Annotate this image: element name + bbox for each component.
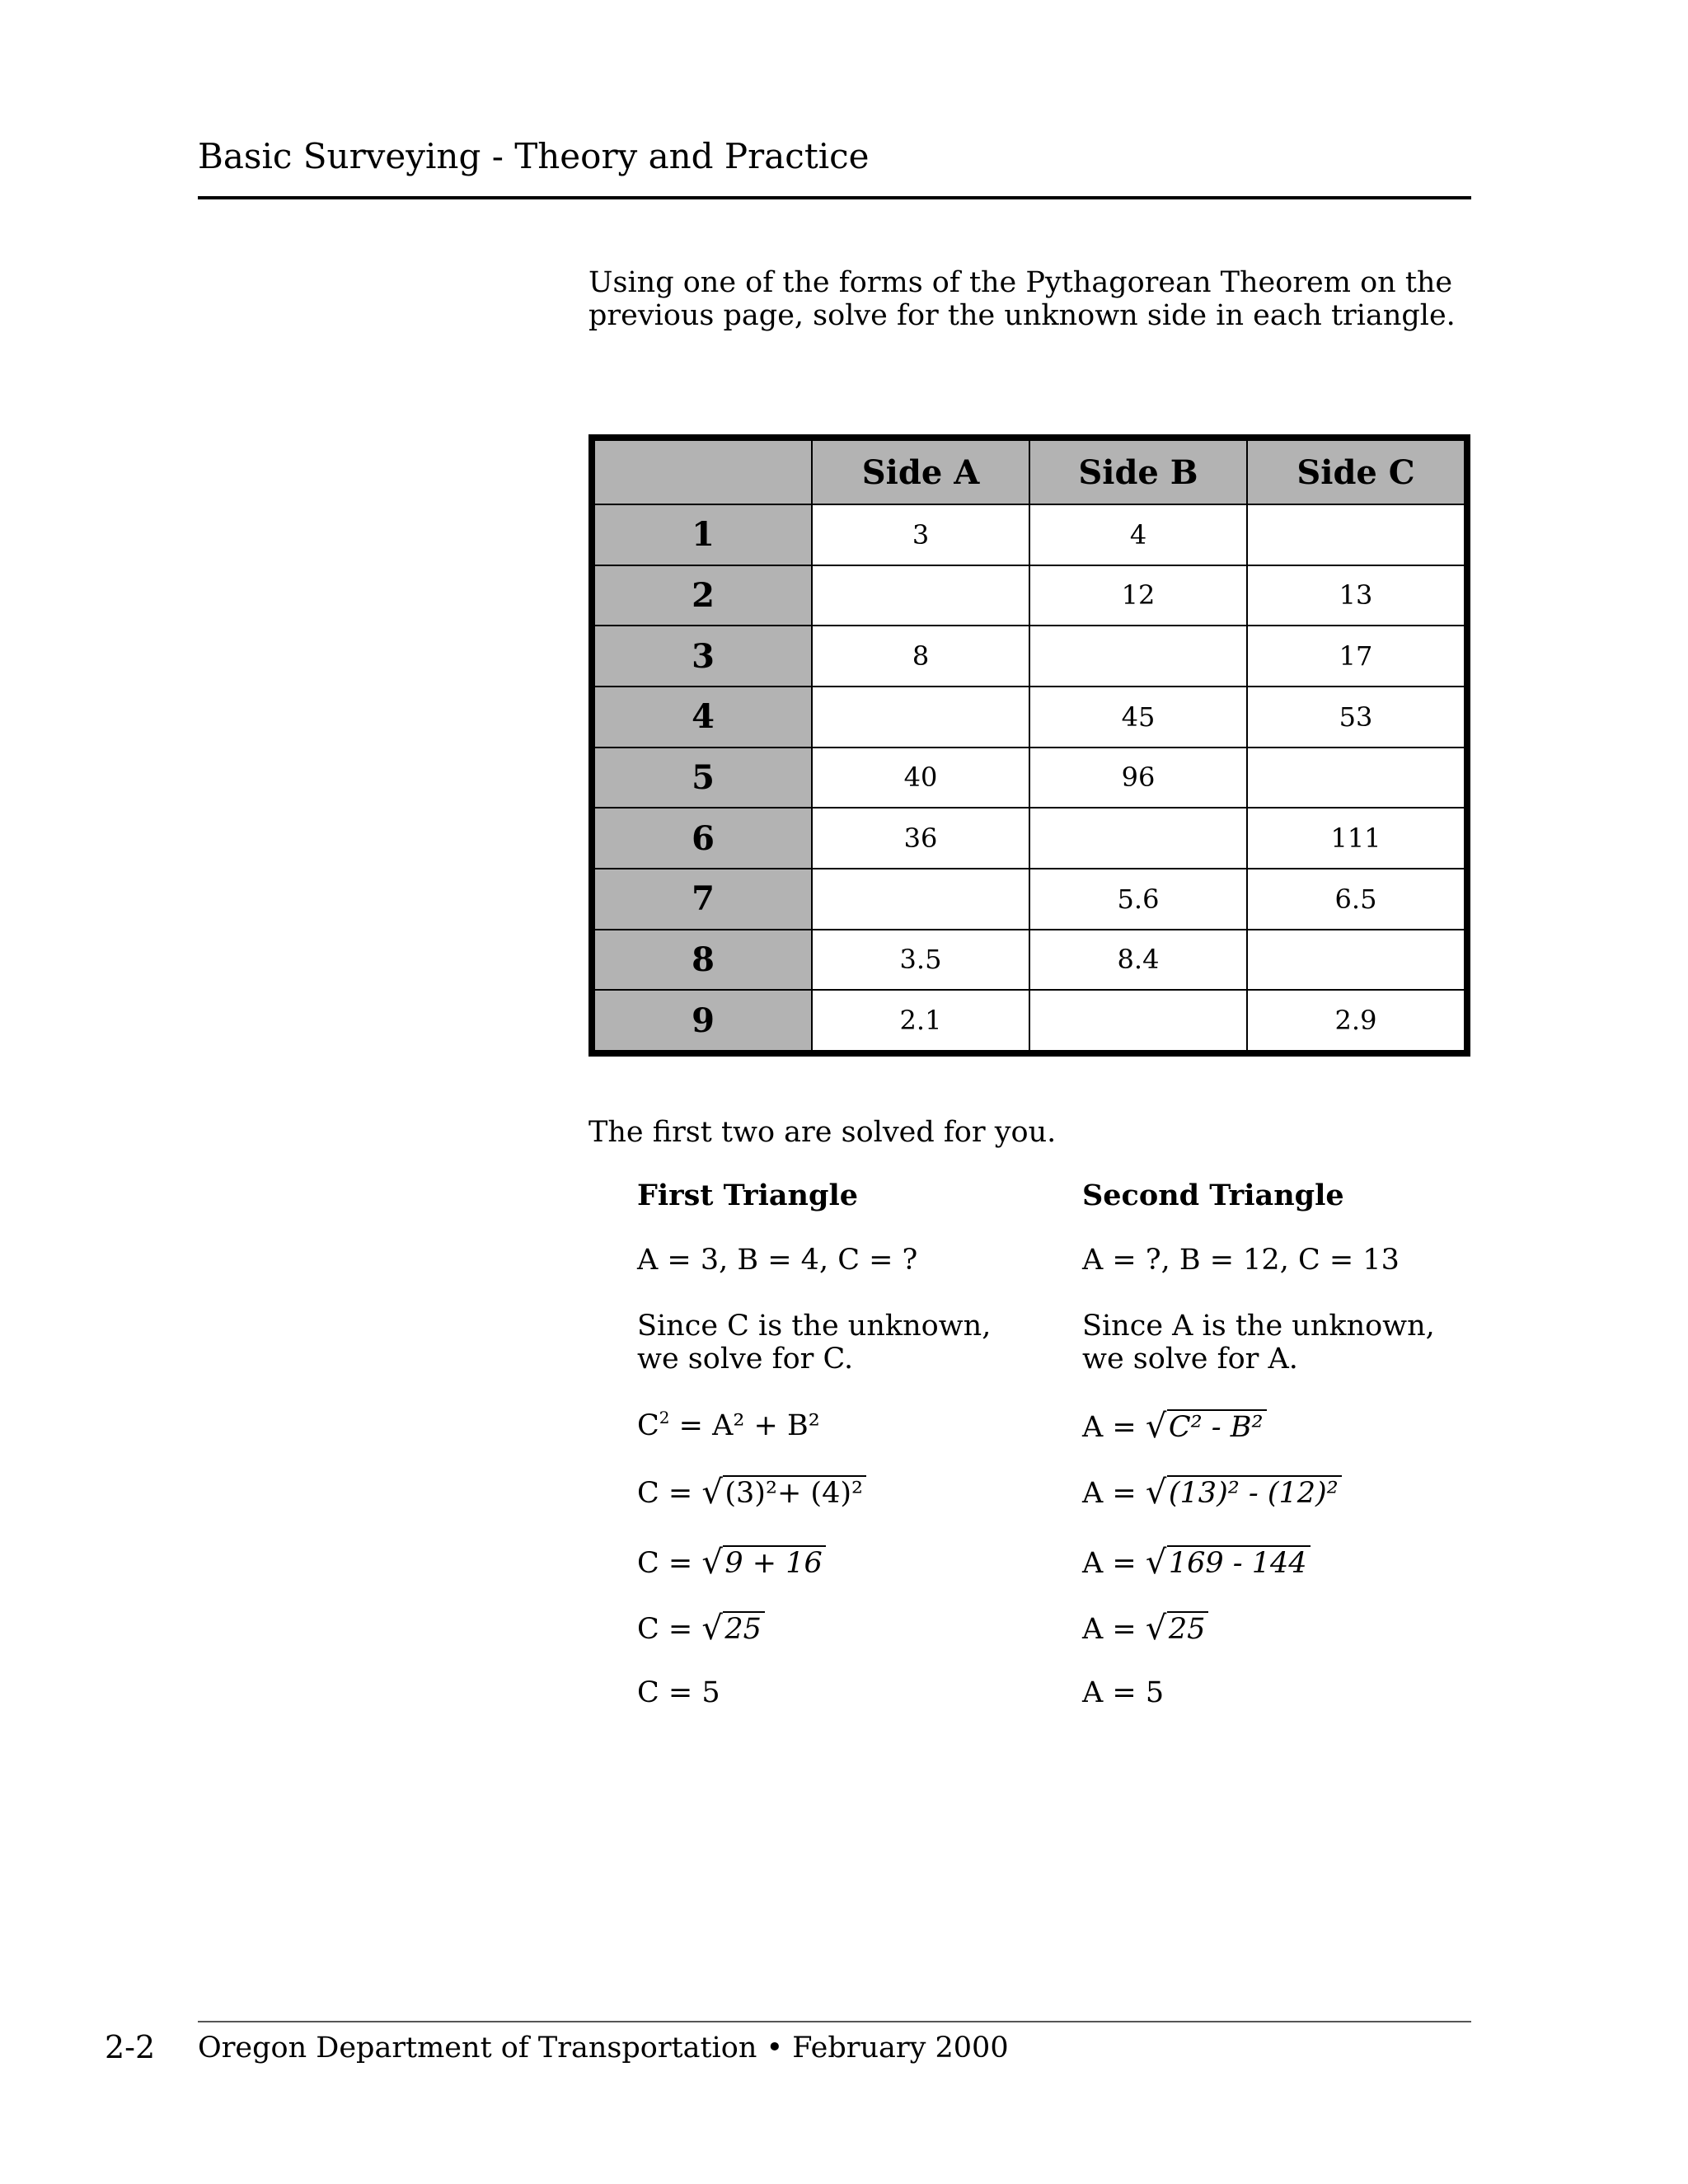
table-row bbox=[594, 504, 1465, 565]
table-row bbox=[594, 565, 1465, 626]
second-eq4-radicand: 25 bbox=[1167, 1611, 1209, 1646]
first-since bbox=[637, 1310, 991, 1376]
table-cell: 2.1 bbox=[812, 990, 1029, 1051]
row-number: 4 bbox=[594, 687, 812, 748]
second-eq2-lhs: A = bbox=[1082, 1477, 1137, 1510]
table-row bbox=[594, 869, 1465, 930]
row-number: 1 bbox=[594, 504, 812, 565]
table-cell: 40 bbox=[812, 748, 1029, 808]
radical-icon: √ bbox=[701, 1610, 723, 1647]
table-cell: 12 bbox=[1029, 565, 1247, 626]
table-cell bbox=[812, 565, 1029, 626]
second-eq3-lhs: A = bbox=[1082, 1547, 1137, 1580]
first-equation-4 bbox=[637, 1611, 765, 1646]
second-triangle-heading: Second Triangle bbox=[1082, 1179, 1344, 1212]
table-row bbox=[594, 990, 1465, 1051]
table-row bbox=[594, 808, 1465, 869]
square-root bbox=[1146, 1545, 1311, 1580]
square-root bbox=[1146, 1475, 1342, 1510]
page-number: 2-2 bbox=[105, 2029, 156, 2065]
table-cell: 2.9 bbox=[1247, 990, 1465, 1051]
table-cell: 111 bbox=[1247, 808, 1465, 869]
table-cell: 17 bbox=[1247, 626, 1465, 687]
column-header bbox=[594, 440, 812, 504]
radical-icon: √ bbox=[1145, 1610, 1167, 1647]
second-equation-2 bbox=[1082, 1475, 1342, 1510]
square-root bbox=[701, 1611, 765, 1646]
first-eq1-lhs: C bbox=[637, 1409, 659, 1442]
table-row bbox=[594, 687, 1465, 748]
first-equation-1 bbox=[637, 1409, 820, 1442]
first-eq2-lhs: C = bbox=[637, 1477, 693, 1510]
first-result: C = 5 bbox=[637, 1676, 720, 1709]
row-number: 7 bbox=[594, 869, 812, 930]
table-cell: 3.5 bbox=[812, 930, 1029, 991]
table-cell bbox=[1247, 504, 1465, 565]
second-eq1-radicand: C² - B² bbox=[1167, 1409, 1267, 1444]
second-since-line-1: Since A is the unknown, bbox=[1082, 1310, 1435, 1343]
first-triangle-heading: First Triangle bbox=[637, 1179, 859, 1212]
table-cell: 6.5 bbox=[1247, 869, 1465, 930]
table-cell: 53 bbox=[1247, 687, 1465, 748]
table-header-row bbox=[594, 440, 1465, 504]
table-cell: 36 bbox=[812, 808, 1029, 869]
triangle-table bbox=[588, 434, 1470, 1057]
row-number: 9 bbox=[594, 990, 812, 1051]
second-since-line-2: we solve for A. bbox=[1082, 1343, 1298, 1376]
first-eq3-radicand: 9 + 16 bbox=[723, 1545, 825, 1580]
second-since bbox=[1082, 1310, 1435, 1376]
table-row bbox=[594, 626, 1465, 687]
table-cell: 8.4 bbox=[1029, 930, 1247, 991]
radical-icon: √ bbox=[1145, 1544, 1167, 1582]
second-given: A = ?, B = 12, C = 13 bbox=[1082, 1244, 1400, 1277]
first-eq4-lhs: C = bbox=[637, 1613, 693, 1646]
radical-icon: √ bbox=[701, 1544, 723, 1582]
table-cell bbox=[1029, 626, 1247, 687]
table-cell bbox=[1029, 808, 1247, 869]
second-eq3-radicand: 169 - 144 bbox=[1167, 1545, 1311, 1580]
first-since-line-1: Since C is the unknown, bbox=[637, 1310, 992, 1343]
column-header: Side A bbox=[812, 440, 1029, 504]
table-cell: 96 bbox=[1029, 748, 1247, 808]
square-root bbox=[701, 1475, 866, 1510]
first-equation-2 bbox=[637, 1475, 866, 1510]
page-header-title: Basic Surveying - Theory and Practice bbox=[198, 136, 870, 176]
table-cell: 3 bbox=[812, 504, 1029, 565]
second-equation-4 bbox=[1082, 1611, 1208, 1646]
row-number: 5 bbox=[594, 748, 812, 808]
first-since-line-2: we solve for C. bbox=[637, 1343, 854, 1376]
radical-icon: √ bbox=[1145, 1474, 1167, 1511]
table-cell: 5.6 bbox=[1029, 869, 1247, 930]
table-cell: 8 bbox=[812, 626, 1029, 687]
table-row bbox=[594, 748, 1465, 808]
second-equation-1 bbox=[1082, 1409, 1267, 1444]
table-row bbox=[594, 930, 1465, 991]
first-eq4-radicand: 25 bbox=[723, 1611, 765, 1646]
second-eq2-radicand: (13)² - (12)² bbox=[1167, 1475, 1342, 1510]
table-cell bbox=[1247, 930, 1465, 991]
header-rule bbox=[198, 196, 1471, 199]
footer-text: Oregon Department of Transportation • February 2000 bbox=[198, 2032, 1009, 2064]
footer-rule bbox=[198, 2021, 1471, 2022]
column-header: Side B bbox=[1029, 440, 1247, 504]
table-cell: 13 bbox=[1247, 565, 1465, 626]
radical-icon: √ bbox=[701, 1474, 723, 1511]
column-header: Side C bbox=[1247, 440, 1465, 504]
table-cell: 45 bbox=[1029, 687, 1247, 748]
superscript: 2 bbox=[659, 1408, 670, 1427]
row-number: 2 bbox=[594, 565, 812, 626]
intro-paragraph: Using one of the forms of the Pythagorean Theorem on the previous page, solve for the unknown side in each triangle. bbox=[588, 266, 1456, 332]
row-number: 3 bbox=[594, 626, 812, 687]
square-root bbox=[701, 1545, 825, 1580]
table-cell bbox=[812, 869, 1029, 930]
table-cell: 4 bbox=[1029, 504, 1247, 565]
table-cell bbox=[1247, 748, 1465, 808]
second-eq4-lhs: A = bbox=[1082, 1613, 1137, 1646]
table-cell bbox=[812, 687, 1029, 748]
second-eq1-lhs: A = bbox=[1082, 1411, 1137, 1444]
second-equation-3 bbox=[1082, 1545, 1311, 1580]
row-number: 8 bbox=[594, 930, 812, 991]
radical-icon: √ bbox=[1145, 1408, 1167, 1446]
first-equation-3 bbox=[637, 1545, 826, 1580]
solved-note: The first two are solved for you. bbox=[588, 1116, 1057, 1149]
row-number: 6 bbox=[594, 808, 812, 869]
second-result: A = 5 bbox=[1082, 1676, 1165, 1709]
table-cell bbox=[1029, 990, 1247, 1051]
first-given: A = 3, B = 4, C = ? bbox=[637, 1244, 918, 1277]
first-eq2-radicand: (3)²+ (4)² bbox=[723, 1475, 866, 1510]
square-root bbox=[1146, 1409, 1267, 1444]
first-eq1-rhs: = A² + B² bbox=[678, 1409, 820, 1442]
first-eq3-lhs: C = bbox=[637, 1547, 693, 1580]
square-root bbox=[1146, 1611, 1209, 1646]
